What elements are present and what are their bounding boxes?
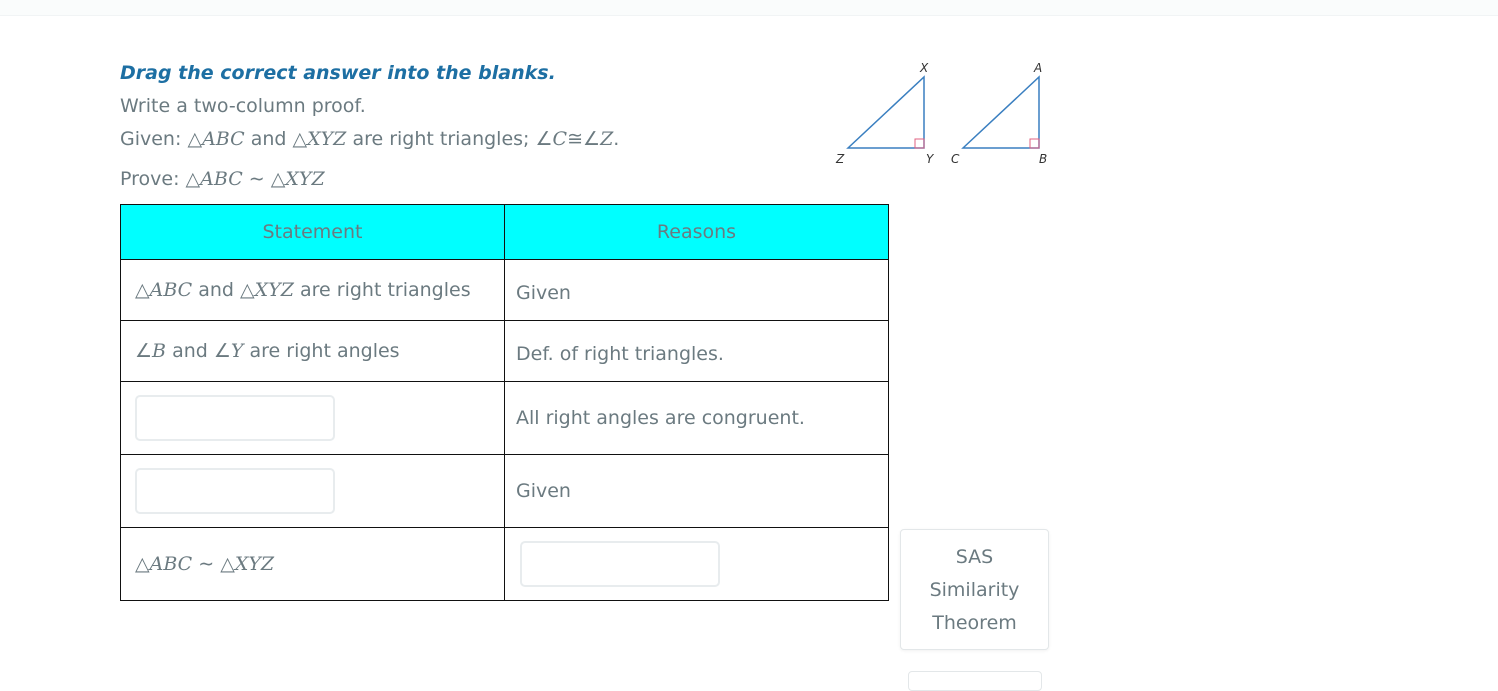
angle-icon: ∠ (135, 340, 153, 362)
angle-icon: ∠ (535, 128, 553, 150)
statement-cell (121, 382, 505, 455)
given-angle-1: C (552, 128, 568, 150)
statement-triangle-2: XYZ (254, 279, 294, 301)
vertex-label-a: A (1034, 61, 1043, 75)
table-row (121, 528, 889, 601)
statement-text: are right triangles (300, 279, 471, 301)
table-header-row (121, 205, 889, 260)
reason-cell: Given (505, 260, 889, 321)
triangle-icon: △ (135, 553, 150, 575)
proof-table (120, 204, 889, 601)
answer-tile-line: Theorem (932, 612, 1017, 634)
triangle-icon: △ (187, 128, 203, 150)
vertex-label-x: X (920, 61, 929, 75)
table-row (121, 321, 889, 382)
statement-triangle-2: XYZ (234, 553, 275, 575)
right-angle-mark-b (1030, 139, 1039, 148)
triangle-icon: △ (240, 279, 255, 301)
table-row (121, 455, 889, 528)
given-mid-text: are right triangles; (352, 128, 530, 150)
triangle-abc (963, 77, 1039, 148)
vertex-label-z: Z (836, 152, 845, 166)
congruent-symbol: ≅ (567, 128, 584, 150)
reason-drop-blank[interactable] (520, 541, 720, 587)
given-line (120, 128, 619, 150)
reason-cell (505, 528, 889, 601)
statement-cell (121, 260, 505, 321)
vertex-label-y: Y (926, 152, 934, 166)
vertex-label-b: B (1039, 152, 1048, 166)
similar-symbol: ∼ (198, 553, 215, 575)
triangle-icon: △ (185, 168, 201, 190)
statement-drop-blank[interactable] (135, 468, 335, 514)
instruction-text: Drag the correct answer into the blanks. (120, 62, 556, 84)
angle-icon: ∠ (583, 128, 601, 150)
prove-triangle-2: XYZ (285, 168, 325, 190)
statement-cell (121, 321, 505, 382)
angle-icon: ∠ (213, 340, 231, 362)
answer-tile-sas-similarity[interactable] (900, 529, 1049, 650)
answer-tile-partial[interactable] (908, 671, 1042, 691)
statement-angle-2: Y (230, 340, 244, 362)
task-text: Write a two-column proof. (120, 95, 366, 117)
top-bar (0, 0, 1498, 16)
answer-tile-line: Similarity (929, 579, 1020, 601)
prove-label: Prove: (120, 168, 180, 190)
statement-and: and (198, 279, 234, 301)
given-angle-2: Z (600, 128, 614, 150)
answer-tile-line: SAS (955, 546, 994, 568)
given-triangle-2: XYZ (307, 128, 347, 150)
triangle-icon: △ (292, 128, 308, 150)
triangle-xyz (848, 77, 924, 148)
given-label: Given: (120, 128, 182, 150)
given-end: . (613, 128, 620, 150)
triangle-icon: △ (270, 168, 286, 190)
vertex-label-c: C (951, 152, 960, 166)
right-angle-mark-y (915, 139, 924, 148)
table-row (121, 382, 889, 455)
table-row (121, 260, 889, 321)
statement-text: are right angles (249, 340, 400, 362)
statement-and: and (172, 340, 208, 362)
reason-cell: All right angles are congruent. (505, 382, 889, 455)
statement-angle-1: B (152, 340, 167, 362)
reason-cell: Def. of right triangles. (505, 321, 889, 382)
prove-triangle-1: ABC (200, 168, 243, 190)
given-triangle-1: ABC (202, 128, 245, 150)
triangle-icon: △ (220, 553, 235, 575)
prove-line (120, 168, 325, 190)
statement-triangle-1: ABC (149, 279, 193, 301)
statement-triangle-1: ABC (149, 553, 193, 575)
reason-cell: Given (505, 455, 889, 528)
similar-symbol: ∼ (248, 168, 265, 190)
given-and: and (250, 128, 287, 150)
statement-drop-blank[interactable] (135, 395, 335, 441)
header-reasons: Reasons (505, 205, 889, 260)
statement-cell (121, 455, 505, 528)
triangle-icon: △ (135, 279, 150, 301)
header-statement: Statement (121, 205, 505, 260)
triangle-figure (830, 55, 1060, 175)
statement-cell (121, 528, 505, 601)
